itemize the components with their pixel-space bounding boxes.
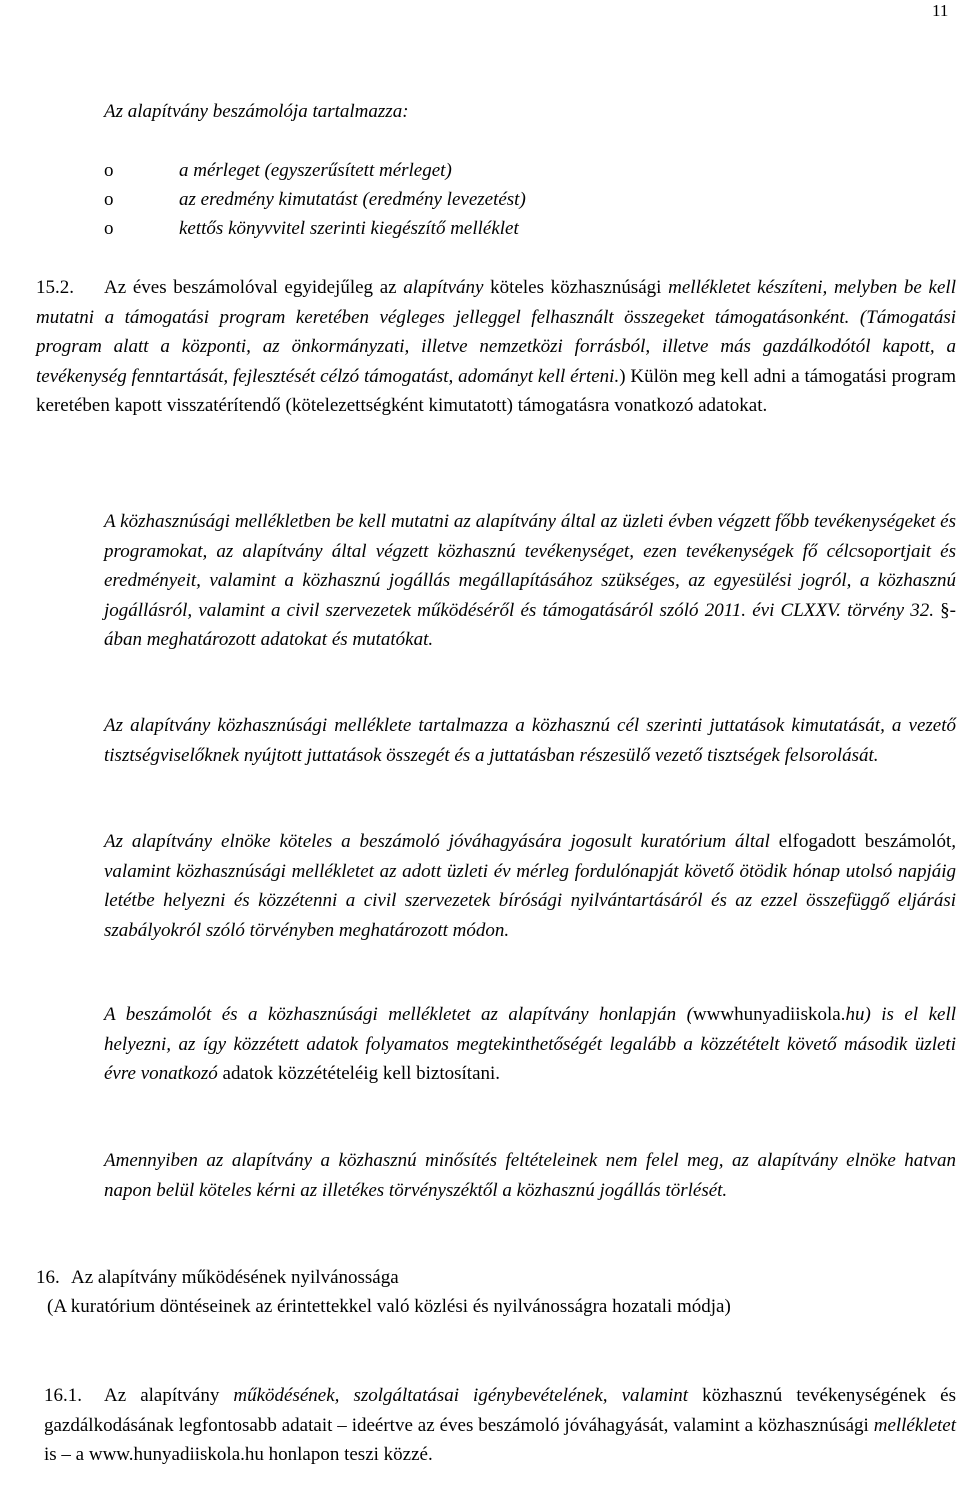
bullet-marker: o <box>104 218 114 239</box>
section-number: 15.2. <box>36 277 74 298</box>
section-number: 16.1. <box>44 1385 82 1406</box>
list-item: o a mérleget (egyszerűsített mérleget) <box>104 156 526 185</box>
intro-text: Az alapítvány beszámolója tartalmazza: <box>104 101 409 122</box>
bullet-marker: o <box>104 189 114 210</box>
paragraph-mellekletek-tartalma: Az alapítvány közhasznúsági melléklete tartalmazza a közhasznú cél szerinti juttatások kimutatását, a vezető tisztségviselőknek nyújtott juttatások összegét és a juttatásban részesülő vezető tisztségek felsorolását. <box>104 715 956 766</box>
section-16-heading <box>36 1263 956 1293</box>
bullet-list <box>104 156 526 243</box>
page-number: 11 <box>932 1 949 20</box>
list-item: o kettős könyvvitel szerinti kiegészítő melléklet <box>104 214 526 243</box>
section-16-1-paragraph: 16.1. Az alapítvány működésének, szolgáltatásai igénybevételének, valamint közhasznú tevékenységének és gazdálkodásának legfontosabb adatait – ideértve az éves beszámoló jóváhagyását, valamint a közhasznúsági mellékletet is – a www.hunyadiiskola.hu honlapon teszi közzé. <box>44 1381 956 1470</box>
section-number: 16. <box>36 1267 60 1288</box>
section-15-2-paragraph: 15.2. Az éves beszámolóval egyidejűleg az alapítvány köteles közhasznúsági mellékletet készíteni, melyben be kell mutatni a támogatási program keretében végleges jelleggel felhasznált összegeket támogatásonként. (Támogatási program alatt a központi, az önkormányzati, illetve nemzetközi forrásból, illetve más gazdálkodótól kapott, a tevékenység fenntartását, fejlesztését célzó támogatást, adományt kell érteni.) Külön meg kell adni a támogatási program keretében kapott visszatérítendő (kötelezettségként kimutatott) támogatásra vonatkozó adatokat. <box>36 273 956 421</box>
section-title: Az alapítvány működésének nyilvánossága <box>71 1267 399 1288</box>
paragraph-kozhasznusagi-melleklet: A közhasznúsági mellékletben be kell mutatni az alapítvány által az üzleti évben végzett főbb tevékenységeket és programokat, az alapítvány által végzett közhasznú tevékenységet, ezen tevékenységek fő célcsoportjait és eredményeit, valamint a közhasznú jogállás megállapításához szükséges, az egyesülési jogról, a közhasznú jogállásról, valamint a civil szervezetek működéséről és támogatásáról szóló 2011. évi CLXXV. törvény 32. §-ában meghatározott adatokat és mutatókat. <box>104 511 956 650</box>
bullet-marker: o <box>104 160 114 181</box>
section-16-subtitle: (A kuratórium döntéseinek az érintettekkel való közlési és nyilvánosságra hozatali módja) <box>47 1296 731 1317</box>
list-item: o az eredmény kimutatást (eredmény levezetést) <box>104 185 526 214</box>
paragraph-honlap-kozzetetel: A beszámolót és a közhasznúsági mellékletet az alapítvány honlapján (wwwhunyadiiskola.hu) is el kell helyezni, az így közzétett adatok folyamatos megtekinthetőségét legalább a közzétételt követő második üzleti évre vonatkozó adatok közzétételéig kell biztosítani. <box>104 1004 956 1084</box>
paragraph-jogallas-torlese: Amennyiben az alapítvány a közhasznú minősítés feltételeinek nem felel meg, az alapítvány elnöke hatvan napon belül köteles kérni az illetékes törvényszéktől a közhasznú jogállás törlését. <box>104 1150 956 1201</box>
paragraph-elnok-kotelezettsege: Az alapítvány elnöke köteles a beszámoló jóváhagyására jogosult kuratórium által elfogadott beszámolót, valamint közhasznúsági mellékletet az adott üzleti év mérleg fordulónapját követő ötödik hónap utolsó napjáig letétbe helyezni és közzétenni a civil szervezetek bírósági nyilvántartásáról és az ezzel összefüggő eljárási szabályokról szóló törvényben meghatározott módon. <box>104 831 956 941</box>
